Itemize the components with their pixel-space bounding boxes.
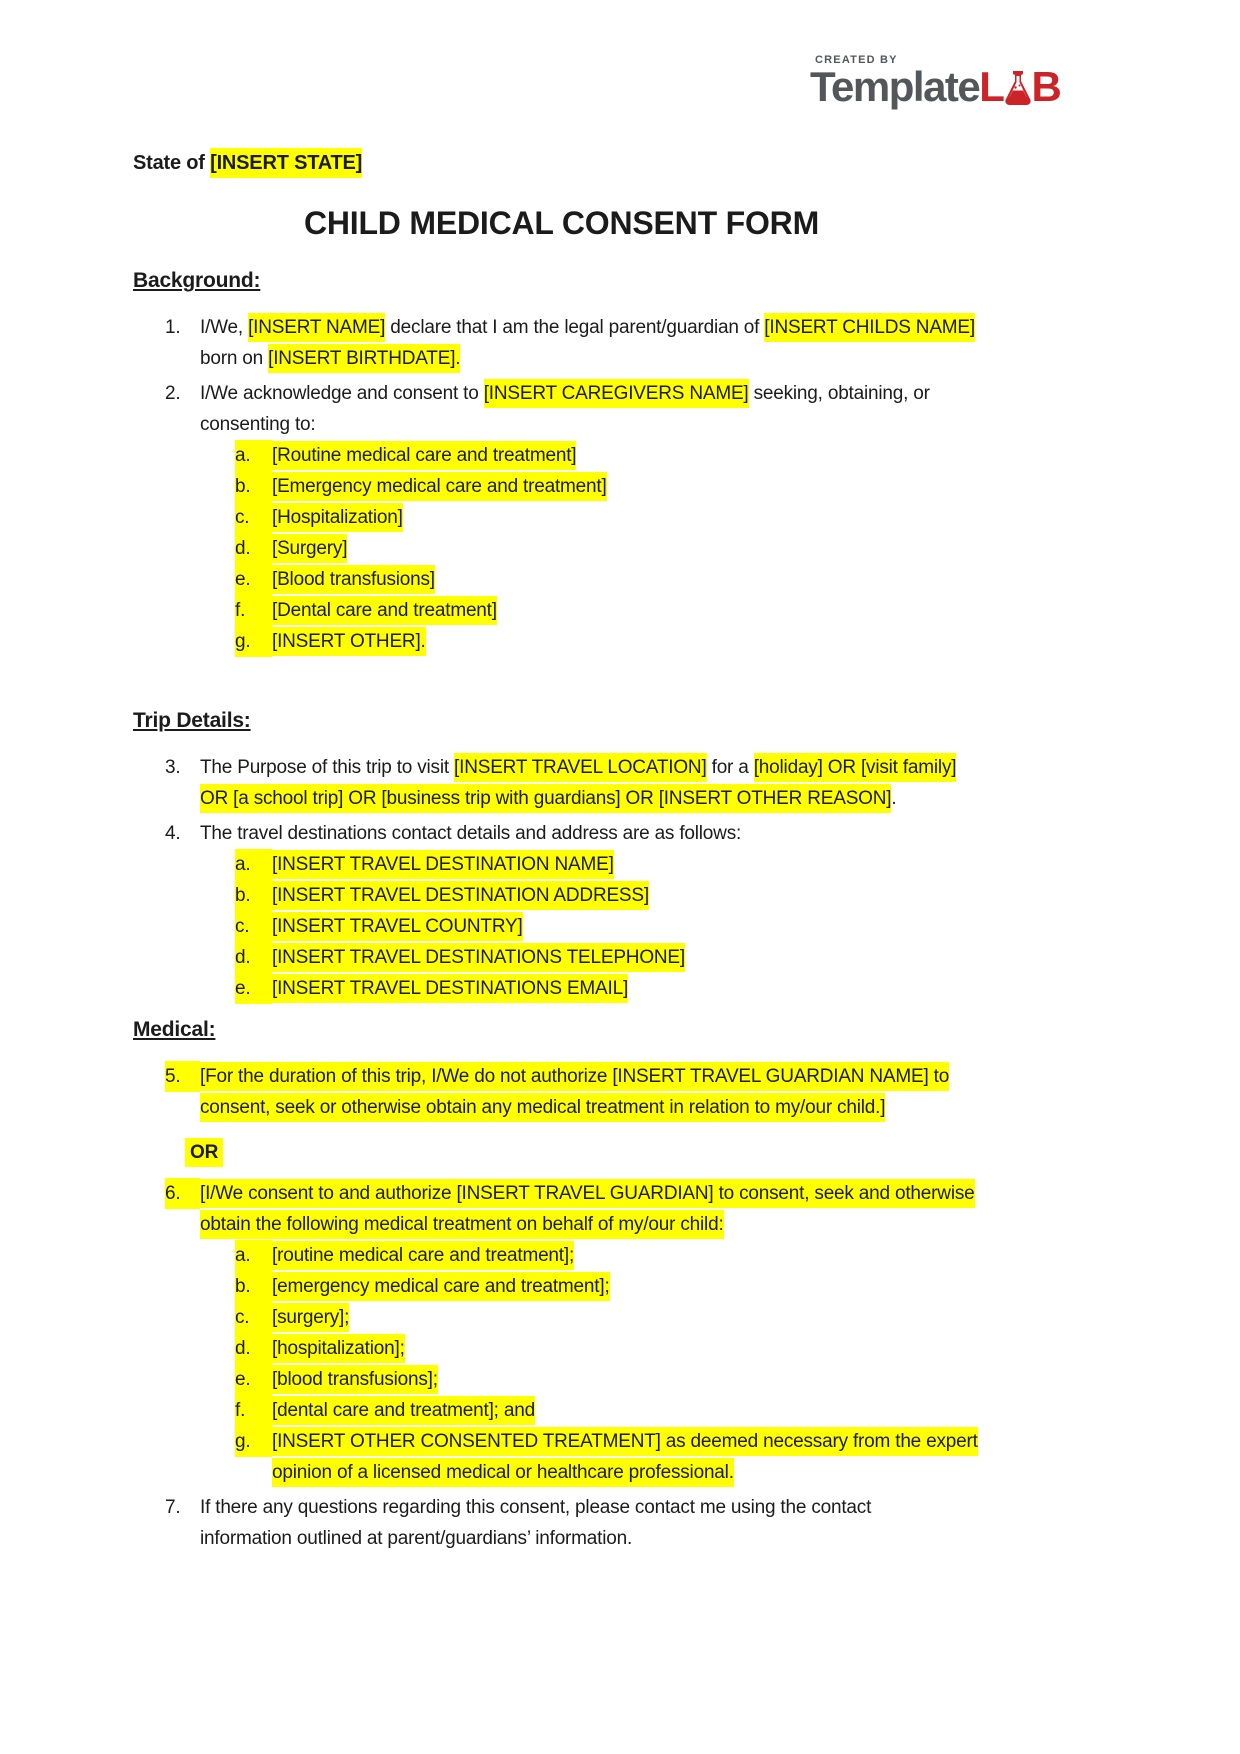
item-number: 1. [165, 317, 181, 338]
sub-item-letter: g. [235, 626, 272, 657]
sub-item-text [272, 471, 1110, 502]
item-number: 6. [165, 1178, 200, 1209]
sub-item-letter: f. [235, 595, 272, 626]
text-run: State of [133, 152, 211, 174]
list-item-text [200, 752, 1110, 814]
logo-brand [810, 63, 1061, 110]
sub-item-text [272, 1395, 1110, 1426]
sub-item-letter: a. [235, 1240, 272, 1271]
sub-item-letter: c. [235, 1302, 272, 1333]
sub-list-item [133, 849, 1110, 880]
logo-brand-template: Template [810, 63, 980, 110]
highlighted-text-run: [INSERT BIRTHDATE]. [268, 344, 460, 373]
sub-list-item [133, 1395, 1110, 1426]
sub-item-text [272, 595, 1110, 626]
list-item [133, 818, 1110, 1004]
sub-item-marker [235, 973, 272, 1004]
sub-item-letter: b. [235, 1271, 272, 1302]
highlighted-text-run: [INSERT TRAVEL DESTINATION NAME] [272, 850, 614, 879]
sub-item-text [272, 564, 1110, 595]
highlighted-text-run: [INSERT OTHER CONSENTED TREATMENT] as deemed necessary from the expert [272, 1427, 978, 1456]
sub-item-letter: d. [235, 533, 272, 564]
item-number: 4. [165, 823, 181, 844]
sub-item-text [272, 440, 1110, 471]
highlighted-text-run: [Routine medical care and treatment] [272, 441, 576, 470]
item-number: 2. [165, 383, 181, 404]
section-trip-details [133, 705, 1110, 1004]
list-item-text [200, 312, 1110, 374]
sub-item-text [272, 1426, 1110, 1488]
text-run: The travel destinations contact details and address are as follows: [200, 823, 742, 844]
text-run: born on [200, 348, 269, 369]
list-item-marker [133, 1492, 200, 1554]
highlighted-text-run: [INSERT STATE] [210, 148, 362, 178]
sub-list-item [133, 471, 1110, 502]
sub-item-text [272, 626, 1110, 657]
text-run: I/We acknowledge and consent to [200, 383, 484, 404]
text-run: The Purpose of this trip to visit [200, 757, 455, 778]
highlighted-text-run: [holiday] OR [visit family] [754, 753, 957, 782]
section-heading-medical: Medical: [133, 1018, 216, 1041]
list-item-marker [133, 378, 200, 440]
list-item [133, 1178, 1110, 1488]
highlighted-text-run: [INSERT TRAVEL DESTINATION ADDRESS] [272, 881, 649, 910]
sub-list-item [133, 1240, 1110, 1271]
sub-item-letter: d. [235, 1333, 272, 1364]
sub-item-marker [235, 471, 272, 502]
section-background [133, 265, 1110, 657]
flask-icon [1003, 71, 1033, 105]
section-heading-background: Background: [133, 269, 261, 292]
section-heading-trip-details: Trip Details: [133, 709, 251, 732]
numbered-item-3 [133, 752, 1110, 814]
sub-list-item [133, 973, 1110, 1004]
highlighted-text-run: [INSERT TRAVEL DESTINATIONS EMAIL] [272, 974, 628, 1003]
sub-item-letter: e. [235, 564, 272, 595]
sub-item-marker [235, 533, 272, 564]
sub-item-marker [235, 502, 272, 533]
sub-item-marker [235, 849, 272, 880]
list-item-marker [133, 1178, 200, 1240]
sub-item-marker [235, 1240, 272, 1271]
sub-item-letter: e. [235, 973, 272, 1004]
item-number: 7. [165, 1497, 181, 1518]
background-items [133, 312, 1110, 657]
sub-list-item [133, 533, 1110, 564]
list-item [133, 1492, 1110, 1554]
sub-item-letter: e. [235, 1364, 272, 1395]
text-run: declare that I am the legal parent/guardian of [385, 317, 765, 338]
or-divider [133, 1137, 1110, 1168]
highlighted-text-run: [Blood transfusions] [272, 565, 435, 594]
highlighted-text-run: opinion of a licensed medical or healthcare professional. [272, 1458, 734, 1487]
sub-list-item [133, 1426, 1110, 1488]
list-item [133, 312, 1110, 374]
highlighted-text-run: [Surgery] [272, 534, 347, 563]
list-item-marker [133, 1061, 200, 1123]
sub-item-text [272, 911, 1110, 942]
sub-item-letter: f. [235, 1395, 272, 1426]
templatelab-logo [810, 54, 1061, 110]
list-item [133, 378, 1110, 657]
sub-item-marker [235, 1271, 272, 1302]
sub-list-item [133, 595, 1110, 626]
sub-item-text [272, 1302, 1110, 1333]
highlighted-text-run: obtain the following medical treatment on behalf of my/our child: [200, 1210, 724, 1239]
text-run: consenting to: [200, 414, 316, 435]
sub-list-item [133, 1364, 1110, 1395]
logo-brand-l: L [979, 63, 1004, 110]
sub-list [133, 440, 1110, 657]
highlighted-text-run: [hospitalization]; [272, 1334, 405, 1363]
sub-list [133, 1240, 1110, 1488]
highlighted-text-run: [INSERT TRAVEL LOCATION] [454, 753, 706, 782]
list-item-text [200, 378, 1110, 440]
item-number: 5. [165, 1061, 200, 1092]
sub-list-item [133, 502, 1110, 533]
sub-list-item [133, 1271, 1110, 1302]
sub-item-marker [235, 880, 272, 911]
sub-list-item [133, 911, 1110, 942]
text-run: information outlined at parent/guardians’ information. [200, 1528, 633, 1549]
highlighted-text-run: [routine medical care and treatment]; [272, 1241, 574, 1270]
numbered-item-5 [133, 1061, 1110, 1123]
sub-item-text [272, 502, 1110, 533]
sub-item-letter: b. [235, 471, 272, 502]
sub-list-item [133, 626, 1110, 657]
sub-item-marker [235, 1333, 272, 1364]
state-line [133, 148, 1110, 179]
highlighted-text-run: [Hospitalization] [272, 503, 403, 532]
highlighted-text-run: [Dental care and treatment] [272, 596, 497, 625]
highlighted-text-run: [emergency medical care and treatment]; [272, 1272, 610, 1301]
sub-list-item [133, 880, 1110, 911]
sub-item-marker [235, 564, 272, 595]
sub-item-letter: c. [235, 502, 272, 533]
text-run: . [891, 788, 897, 809]
sub-item-text [272, 1364, 1110, 1395]
section-medical [133, 1014, 1110, 1554]
sub-item-marker [235, 440, 272, 471]
sub-item-text [272, 973, 1110, 1004]
sub-item-marker [235, 1364, 272, 1395]
sub-item-letter: c. [235, 911, 272, 942]
list-item [133, 1061, 1110, 1123]
list-item-text [200, 818, 1110, 849]
sub-item-text [272, 1271, 1110, 1302]
sub-list-item [133, 440, 1110, 471]
sub-item-marker [235, 1395, 272, 1426]
text-run: I/We, [200, 317, 249, 338]
sub-item-text [272, 880, 1110, 911]
list-item-text [200, 1061, 1110, 1123]
sub-item-text [272, 1240, 1110, 1271]
highlighted-text-run: [For the duration of this trip, I/We do not authorize [INSERT TRAVEL GUARDIAN NAME] to [200, 1062, 949, 1091]
numbered-item-2 [133, 378, 1110, 440]
highlighted-text-run: OR [a school trip] OR [business trip with guardians] OR [INSERT OTHER REASON] [200, 784, 891, 813]
list-item-text [200, 1178, 1110, 1240]
logo-created-by: CREATED BY [815, 54, 898, 66]
logo-brand-b: B [1031, 63, 1061, 110]
sub-item-marker [235, 942, 272, 973]
sub-list-item [133, 942, 1110, 973]
numbered-item-1 [133, 312, 1110, 374]
highlighted-text-run: [INSERT TRAVEL DESTINATIONS TELEPHONE] [272, 943, 685, 972]
item-number: 3. [165, 757, 181, 778]
list-item-marker [133, 752, 200, 814]
sub-list-item [133, 1333, 1110, 1364]
highlighted-text-run: [INSERT CAREGIVERS NAME] [484, 379, 749, 408]
highlighted-text-run: consent, seek or otherwise obtain any medical treatment in relation to my/our child.] [200, 1093, 885, 1122]
sub-item-text [272, 1333, 1110, 1364]
highlighted-text-run: [blood transfusions]; [272, 1365, 438, 1394]
sub-list-item [133, 1302, 1110, 1333]
list-item-marker [133, 312, 200, 374]
highlighted-text-run: [INSERT NAME] [248, 313, 385, 342]
sub-item-text [272, 533, 1110, 564]
highlighted-text-run: [dental care and treatment]; and [272, 1396, 535, 1425]
sub-list-item [133, 564, 1110, 595]
sub-item-marker [235, 1302, 272, 1333]
medical-items [133, 1061, 1110, 1554]
sub-item-marker [235, 595, 272, 626]
numbered-item-6 [133, 1178, 1110, 1240]
highlighted-text-run: [INSERT CHILDS NAME] [764, 313, 975, 342]
list-item [133, 752, 1110, 814]
sub-item-marker [235, 1426, 272, 1488]
sub-item-marker [235, 911, 272, 942]
sub-item-letter: b. [235, 880, 272, 911]
sub-item-letter: g. [235, 1426, 272, 1457]
text-run: for a [706, 757, 754, 778]
logo-brand-lab [979, 63, 1061, 110]
trip-items [133, 752, 1110, 1004]
highlighted-text-run: [I/We consent to and authorize [INSERT TRAVEL GUARDIAN] to consent, seek and otherwise [200, 1179, 975, 1208]
highlighted-text-run: [Emergency medical care and treatment] [272, 472, 607, 501]
sub-item-letter: a. [235, 849, 272, 880]
or-label: OR [185, 1138, 223, 1167]
sub-item-marker [235, 626, 272, 657]
highlighted-text-run: [INSERT OTHER]. [272, 627, 426, 656]
text-run: If there any questions regarding this consent, please contact me using the contact [200, 1497, 872, 1518]
sub-item-text [272, 942, 1110, 973]
sub-item-letter: a. [235, 440, 272, 471]
sub-item-letter: d. [235, 942, 272, 973]
text-run: seeking, obtaining, or [748, 383, 930, 404]
sub-item-text [272, 849, 1110, 880]
highlighted-text-run: [INSERT TRAVEL COUNTRY] [272, 912, 523, 941]
numbered-item-7 [133, 1492, 1110, 1554]
highlighted-text-run: [surgery]; [272, 1303, 349, 1332]
numbered-item-4 [133, 818, 1110, 849]
document-title: CHILD MEDICAL CONSENT FORM [303, 205, 820, 241]
list-item-text [200, 1492, 1110, 1554]
sub-list [133, 849, 1110, 1004]
list-item-marker [133, 818, 200, 849]
